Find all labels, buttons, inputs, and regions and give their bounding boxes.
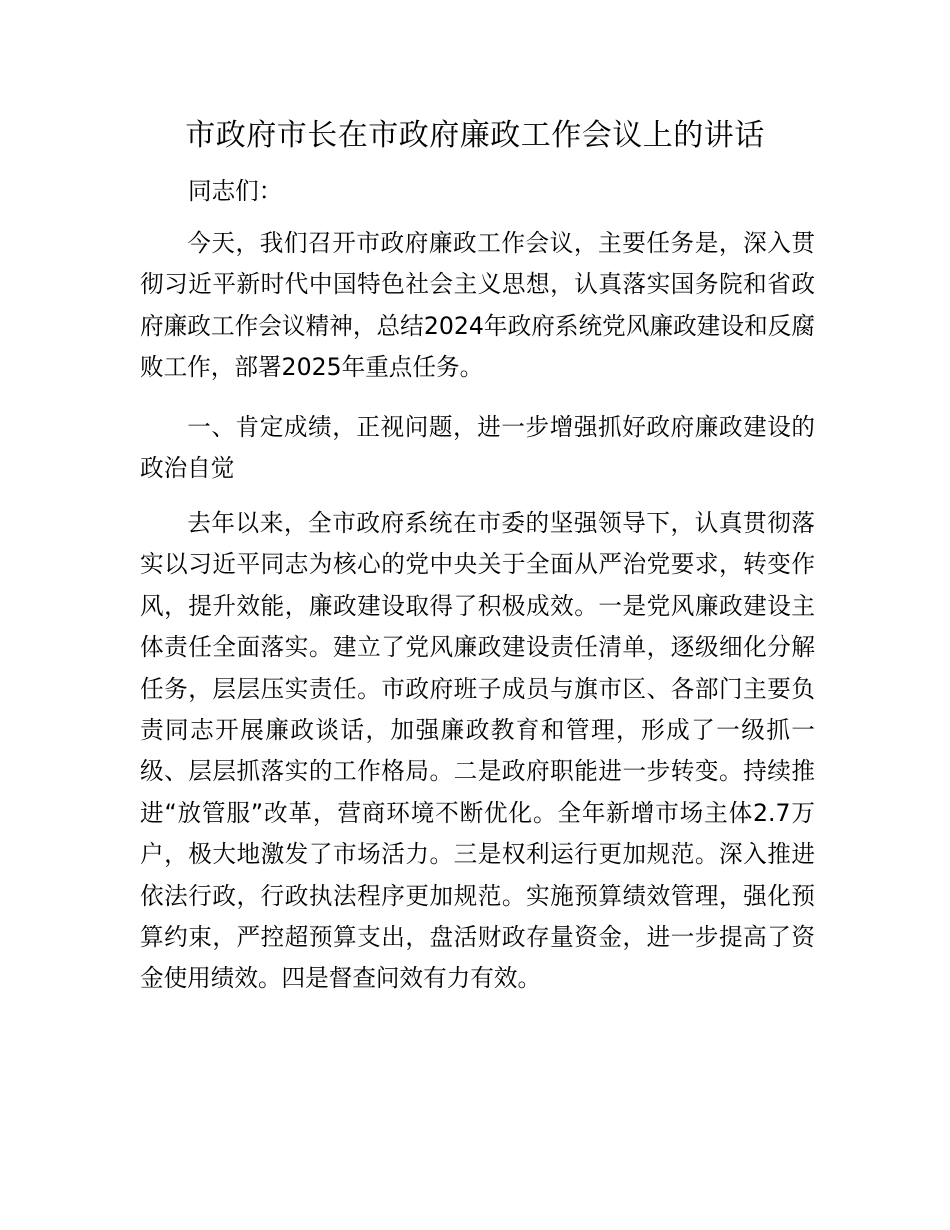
document-title: 市政府市长在市政府廉政工作会议上的讲话 bbox=[185, 118, 765, 153]
section-heading-1: 一、肯定成绩，正视问题，进一步增强抓好政府廉政建设的政治自觉 bbox=[140, 413, 815, 483]
paragraph-achievements: 去年以来，全市政府系统在市委的坚强领导下，认真贯彻落实以习近平同志为核心的党中央关于全面从严治党要求，转变作风，提升效能，廉政建设取得了积极成效。一是党风廉政建设主体责任全面落实。建立了党风廉政建设责任清单，逐级细化分解任务，层层压实责任。市政府班子成员与旗市区、各部门主要负责同志开展廉政谈话，加强廉政教育和管理，形成了一级抓一级、层层抓落实的工作格局。二是政府职能进一步转变。持续推进“放管服”改革，营商环境不断优化。全年新增市场主体2.7万户，极大地激发了市场活力。三是权利运行更加规范。深入推进依法行政，行政执法程序更加规范。实施预算绩效管理，强化预算约束，严控超预算支出，盘活财政存量资金，进一步提高了资金使用绩效。四是督查问效有力有效。 bbox=[140, 509, 815, 993]
paragraph-intro: 今天，我们召开市政府廉政工作会议，主要任务是，深入贯彻习近平新时代中国特色社会主义思想，认真落实国务院和省政府廉政工作会议精神，总结2024年政府系统党风廉政建设和反腐败工作，部署2025年重点任务。 bbox=[140, 229, 815, 382]
salutation: 同志们： bbox=[188, 177, 283, 205]
